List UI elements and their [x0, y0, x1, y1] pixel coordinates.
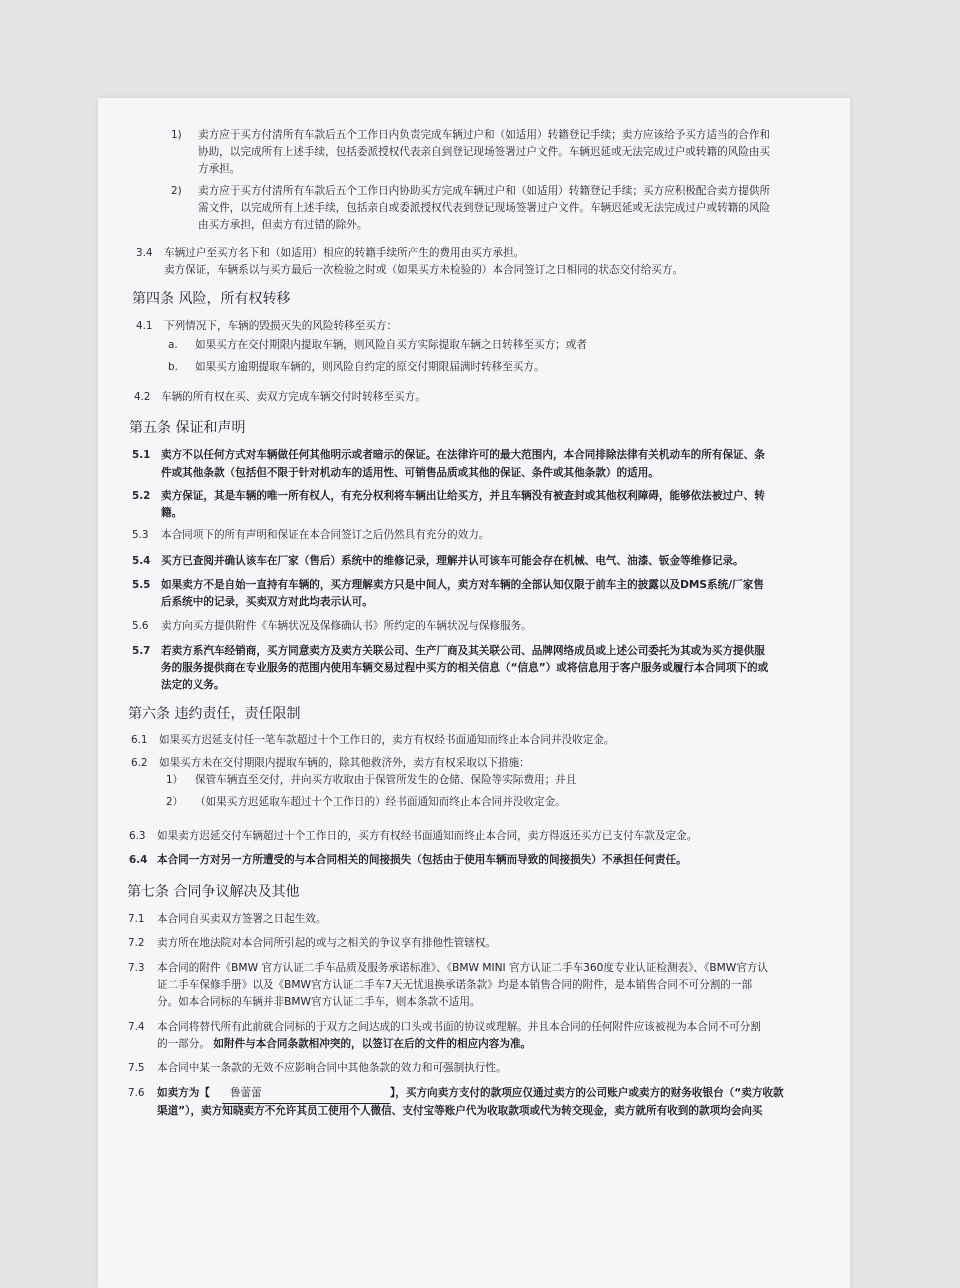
clause-number: 5.1	[132, 449, 151, 461]
document-page	[98, 98, 850, 1288]
clause-text: 如果买方在交付期限内提取车辆，则风险自买方实际提取车辆之日转移至买方；或者	[195, 339, 587, 351]
clause-number: 6.3	[129, 830, 146, 842]
clause-text: 买方已查阅并确认该车在厂家（售后）系统中的维修记录，理解并认可该车可能会存在机械、电气、油漆、钣金等维修记录。	[161, 555, 744, 567]
item-number: b.	[168, 361, 178, 373]
clause-text: 卖方向买方提供附件《车辆状况及保修确认书》所约定的车辆状况与保修服务。	[161, 620, 532, 632]
clause-text: 方承担。	[198, 163, 241, 175]
clause-text: 本合同自买卖双方签署之日起生效。	[157, 913, 327, 925]
clause-text: 法定的义务。	[161, 679, 225, 691]
clause-number: 7.4	[128, 1021, 145, 1033]
clause-text: 车辆过户至买方名下和（如适用）相应的转籍手续所产生的费用由买方承担。	[164, 247, 525, 259]
seller-bracket-close: 】，买方向卖方支付的款项应仅通过卖方的公司账户或卖方的财务收银台（“卖方收款	[389, 1087, 784, 1099]
clause-number: 7.3	[128, 962, 145, 974]
clause-text: 籍。	[161, 507, 183, 519]
clause-text: 如果买方逾期提取车辆的，则风险自约定的原交付期限届满时转移至买方。	[195, 361, 545, 373]
clause-text: 需文件，以完成所有上述手续，包括亲自或委派授权代表到登记现场签署过户文件。车辆迟延或无法完成过户或转籍的风险	[198, 202, 771, 214]
clause-text: 保管车辆直至交付，并向买方收取由于保管所发生的仓储、保险等实际费用；并且	[195, 774, 577, 786]
clause-text: 由买方承担，但卖方有过错的除外。	[198, 219, 368, 231]
clause-text: 分。如本合同标的车辆并非BMW官方认证二手车，则本条款不适用。	[157, 996, 481, 1008]
clause-text: 如果买方迟延支付任一笔车款超过十个工作日的，卖方有权经书面通知而终止本合同并没收定金。	[159, 734, 615, 746]
clause-number: 6.1	[131, 734, 148, 746]
clause-text: 如果买方未在交付期限内提取车辆的，除其他救济外，卖方有权采取以下措施：	[159, 757, 530, 769]
clause-number: 5.6	[132, 620, 149, 632]
clause-number: 5.5	[132, 579, 151, 591]
clause-text: 本合同中某一条款的无效不应影响合同中其他条款的效力和可强制执行性。	[157, 1062, 507, 1074]
clause-text: 渠道”），卖方知晓卖方不允许其员工使用个人微信、支付宝等账户代为收取款项或代为转交现金，卖方就所有收到的款项均会向买	[157, 1105, 763, 1117]
clause-text	[157, 1084, 784, 1104]
clause-text: 本合同的附件《BMW 官方认证二手车品质及服务承诺标准》、《BMW MINI 官方认证二手车360度专业认证检测表》、《BMW官方认	[157, 962, 768, 974]
clause-text: 卖方保证，其是车辆的唯一所有权人，有充分权利将车辆出让给买方，并且车辆没有被查封或其他权利障碍，能够依法被过户、转	[161, 490, 765, 502]
section-heading: 第五条 保证和声明	[129, 420, 246, 436]
clause-number: 5.4	[132, 555, 151, 567]
section-heading: 第四条 风险，所有权转移	[132, 291, 291, 307]
clause-number: 7.2	[128, 937, 145, 949]
item-number: a.	[168, 339, 178, 351]
clause-number: 6.4	[129, 854, 148, 866]
clause-number: 5.7	[132, 645, 151, 657]
item-number: 1）	[166, 774, 184, 786]
clause-text: 卖方所在地法院对本合同所引起的或与之相关的争议享有排他性管辖权。	[157, 937, 496, 949]
section-heading: 第七条 合同争议解决及其他	[127, 884, 300, 900]
seller-bracket-open: 如卖方为【	[157, 1087, 210, 1099]
clause-text: （如果买方迟延取车超过十个工作日的）经书面通知而终止本合同并没收定金。	[195, 796, 566, 808]
clause-number: 4.2	[134, 391, 151, 403]
clause-text: 如果卖方不是自始一直持有车辆的，买方理解卖方只是中间人，卖方对车辆的全部认知仅限于前车主的披露以及DMS系统/厂家售	[161, 579, 764, 591]
clause-text: 卖方不以任何方式对车辆做任何其他明示或者暗示的保证。在法律许可的最大范围内，本合同排除法律有关机动车的所有保证、条	[161, 449, 765, 461]
clause-text: 本合同项下的所有声明和保证在本合同签订之后仍然具有充分的效力。	[161, 529, 490, 541]
clause-text: 本合同将替代所有此前就合同标的于双方之间达成的口头或书面的协议或理解。并且本合同的任何附件应该被视为本合同不可分割	[157, 1021, 761, 1033]
clause-text: 如果卖方迟延交付车辆超过十个工作日的，买方有权经书面通知而终止本合同，卖方得返还买方已支付车款及定金。	[157, 830, 698, 842]
item-number: 2)	[171, 185, 182, 197]
clause-text: 协助，以完成所有上述手续，包括委派授权代表亲自到登记现场签署过户文件。车辆迟延或无法完成过户或转籍的风险由买	[198, 146, 771, 158]
seller-name-field	[222, 1084, 390, 1104]
clause-text: 卖方保证，车辆系以与买方最后一次检验之时或（如果买方未检验的）本合同签订之日相同的状态交付给买方。	[164, 264, 684, 276]
clause-number: 3.4	[136, 247, 153, 259]
item-number: 2）	[166, 796, 184, 808]
clause-number: 5.2	[132, 490, 151, 502]
clause-number: 4.1	[136, 320, 153, 332]
seller-name: 鲁蕾蕾	[229, 1087, 262, 1099]
clause-text: 本合同一方对另一方所遭受的与本合同相关的间接损失（包括由于使用车辆而导致的间接损失）不承担任何责任。	[157, 854, 687, 866]
clause-text: 件或其他条款（包括但不限于针对机动车的适用性、可销售品质或其他的保证、条件或其他条款）的适用。	[161, 467, 659, 479]
clause-text: 后系统中的记录，买卖双方对此均表示认可。	[161, 596, 373, 608]
clause-text: 卖方应于买方付清所有车款后五个工作日内协助买方完成车辆过户和（如适用）转籍登记手续；买方应积极配合卖方提供所	[198, 185, 771, 197]
clause-number: 6.2	[131, 757, 148, 769]
clause-text: 务的服务提供商在专业服务的范围内使用车辆交易过程中买方的相关信息（“信息”）或将信息用于客户服务或履行本合同项下的或	[161, 662, 769, 674]
clause-text: 若卖方系汽车经销商，买方同意卖方及卖方关联公司、生产厂商及其关联公司、品牌网络成员或上述公司委托为其或为买方提供服	[161, 645, 765, 657]
clause-text-plain: 的一部分。	[157, 1038, 210, 1050]
clause-number: 7.5	[128, 1062, 145, 1074]
clause-text: 车辆的所有权在买、卖双方完成车辆交付时转移至买方。	[161, 391, 426, 403]
clause-text-bold: 如附件与本合同条款相冲突的，以签订在后的文件的相应内容为准。	[213, 1038, 532, 1050]
clause-text: 卖方应于买方付清所有车款后五个工作日内负责完成车辆过户和（如适用）转籍登记手续；卖方应该给予买方适当的合作和	[198, 129, 771, 141]
clause-text: 下列情况下，车辆的毁损灭失的风险转移至买方：	[164, 320, 398, 332]
clause-text: 证二手车保修手册》以及《BMW官方认证二手车7天无忧退换承诺条款》均是本销售合同的附件，是本销售合同不可分割的一部	[157, 979, 753, 991]
clause-number: 7.6	[128, 1087, 145, 1099]
clause-number: 7.1	[128, 913, 145, 925]
section-heading: 第六条 违约责任，责任限制	[128, 706, 301, 722]
clause-text	[157, 1035, 531, 1054]
clause-number: 5.3	[132, 529, 149, 541]
item-number: 1)	[171, 129, 182, 141]
